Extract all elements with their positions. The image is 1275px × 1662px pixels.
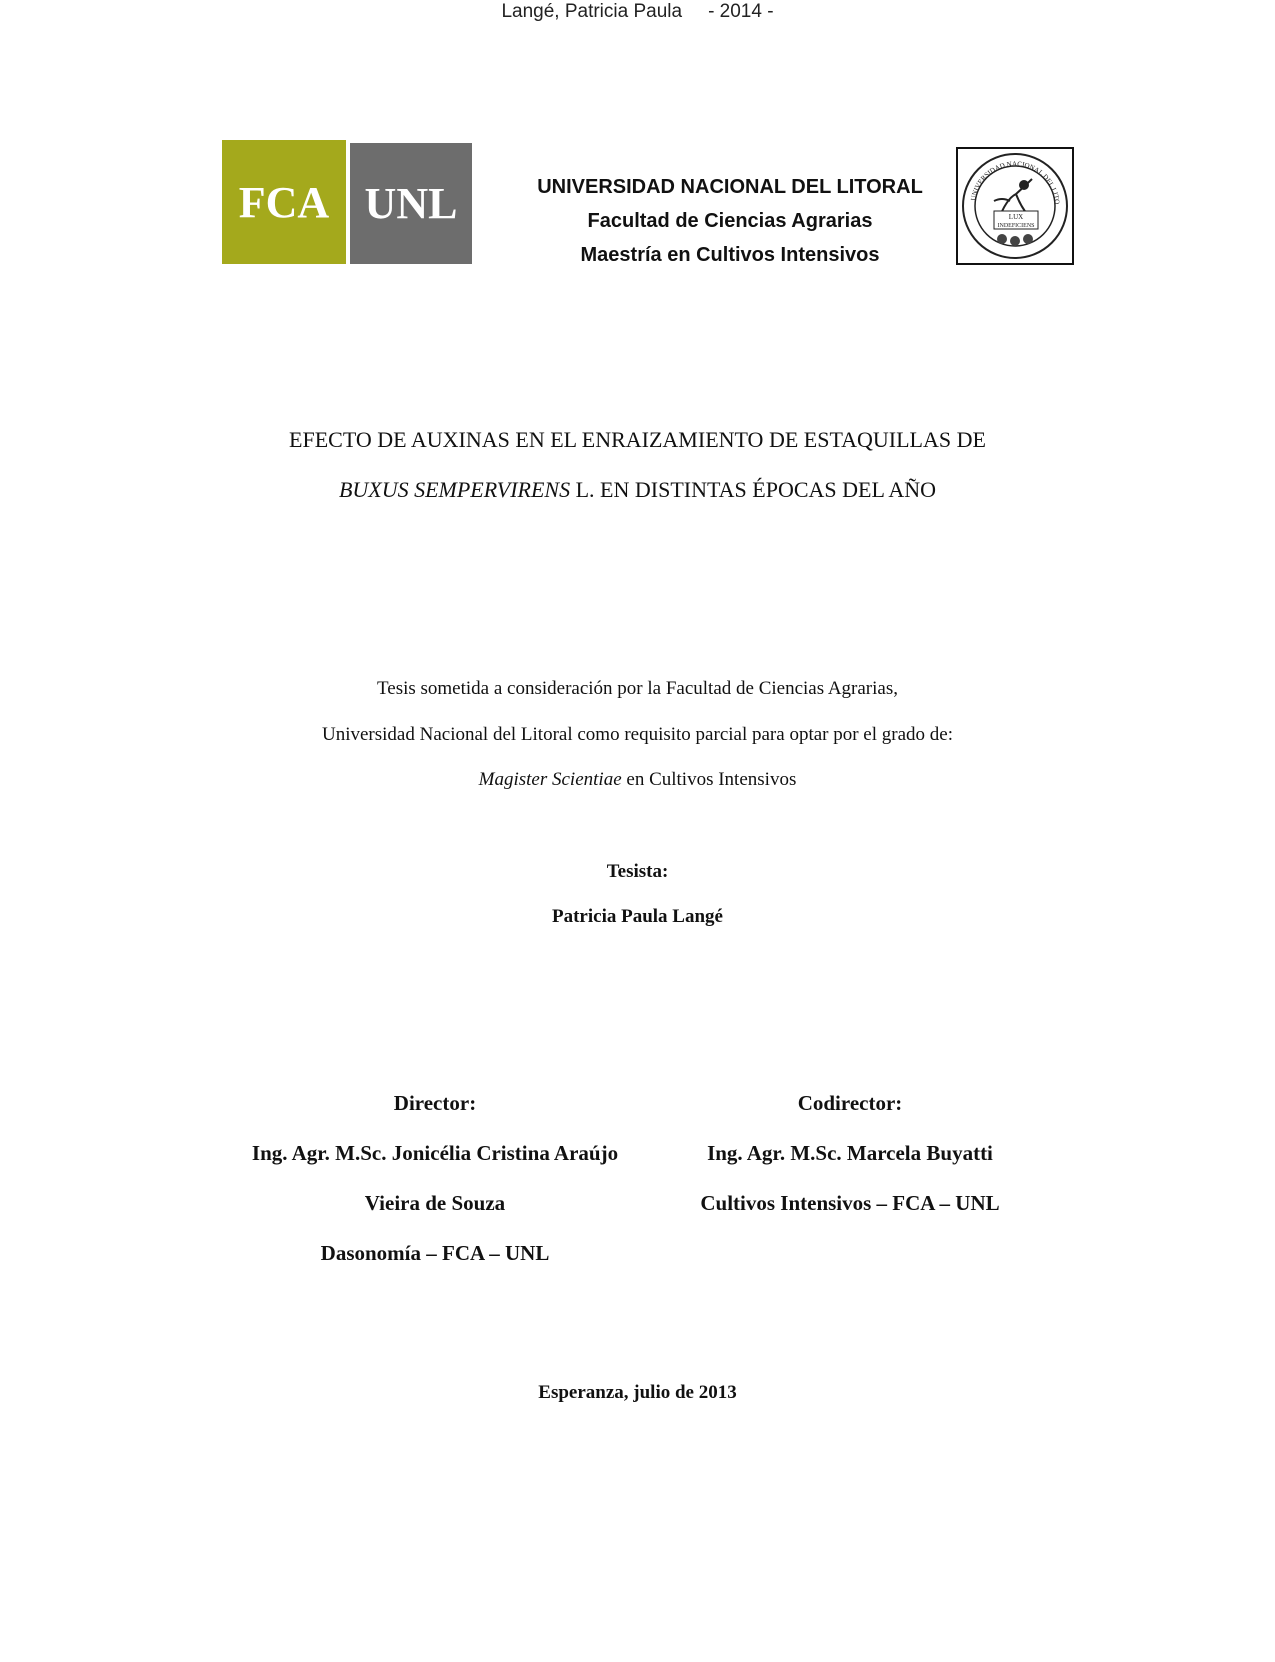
- thesis-title-line-2: BUXUS SEMPERVIRENS L. EN DISTINTAS ÉPOCAS DEL AÑO: [338, 477, 937, 502]
- codirector-label: Codirector:: [797, 1091, 903, 1115]
- place-date: Esperanza, julio de 2013: [538, 1382, 737, 1403]
- university-seal: [956, 147, 1074, 265]
- university-name: UNIVERSIDAD NACIONAL DEL LITORAL: [537, 176, 923, 198]
- institution-block: [500, 170, 960, 272]
- svg-text:UNIVERSIDAD NACIONAL DEL LITOR: UNIVERSIDAD NACIONAL DEL LITO: [969, 159, 1062, 205]
- director-name-line-2: Vieira de Souza: [364, 1191, 506, 1215]
- faculty-name: Facultad de Ciencias Agrarias: [587, 210, 873, 232]
- running-header: [0, 0, 1275, 24]
- degree-line: Magister Scientiae en Cultivos Intensivos: [478, 769, 797, 790]
- unl-logo: UNL: [350, 143, 472, 264]
- thesis-author-label: Tesista:: [606, 861, 669, 882]
- submission-line-2: Universidad Nacional del Litoral como requisito parcial para optar por el grado de:: [322, 724, 953, 745]
- thesis-title-line-1: EFECTO DE AUXINAS EN EL ENRAIZAMIENTO DE ESTAQUILLAS DE: [289, 427, 986, 452]
- seal-emblem: [958, 149, 1072, 263]
- program-name: Maestría en Cultivos Intensivos: [580, 244, 880, 266]
- svg-text:LUX: LUX: [1008, 213, 1024, 221]
- codirector-affiliation: Cultivos Intensivos – FCA – UNL: [700, 1191, 1000, 1215]
- director-affiliation: Dasonomía – FCA – UNL: [320, 1241, 550, 1265]
- submission-line-1: Tesis sometida a consideración por la Facultad de Ciencias Agrarias,: [376, 678, 898, 699]
- degree-latin: Magister Scientiae: [478, 769, 622, 790]
- codirector-name: Ing. Agr. M.Sc. Marcela Buyatti: [707, 1141, 993, 1165]
- director-label: Director:: [393, 1091, 477, 1115]
- svg-text:INDEFICIENS: INDEFICIENS: [997, 223, 1035, 229]
- header-author: Langé, Patricia Paula: [501, 1, 683, 22]
- director-name-line-1: Ing. Agr. M.Sc. Jonicélia Cristina Araújo: [251, 1141, 619, 1165]
- species-name: BUXUS SEMPERVIRENS: [338, 477, 571, 502]
- header-year: - 2014 -: [708, 1, 774, 22]
- thesis-author-name: Patricia Paula Langé: [552, 906, 723, 927]
- fca-logo: FCA: [222, 140, 346, 264]
